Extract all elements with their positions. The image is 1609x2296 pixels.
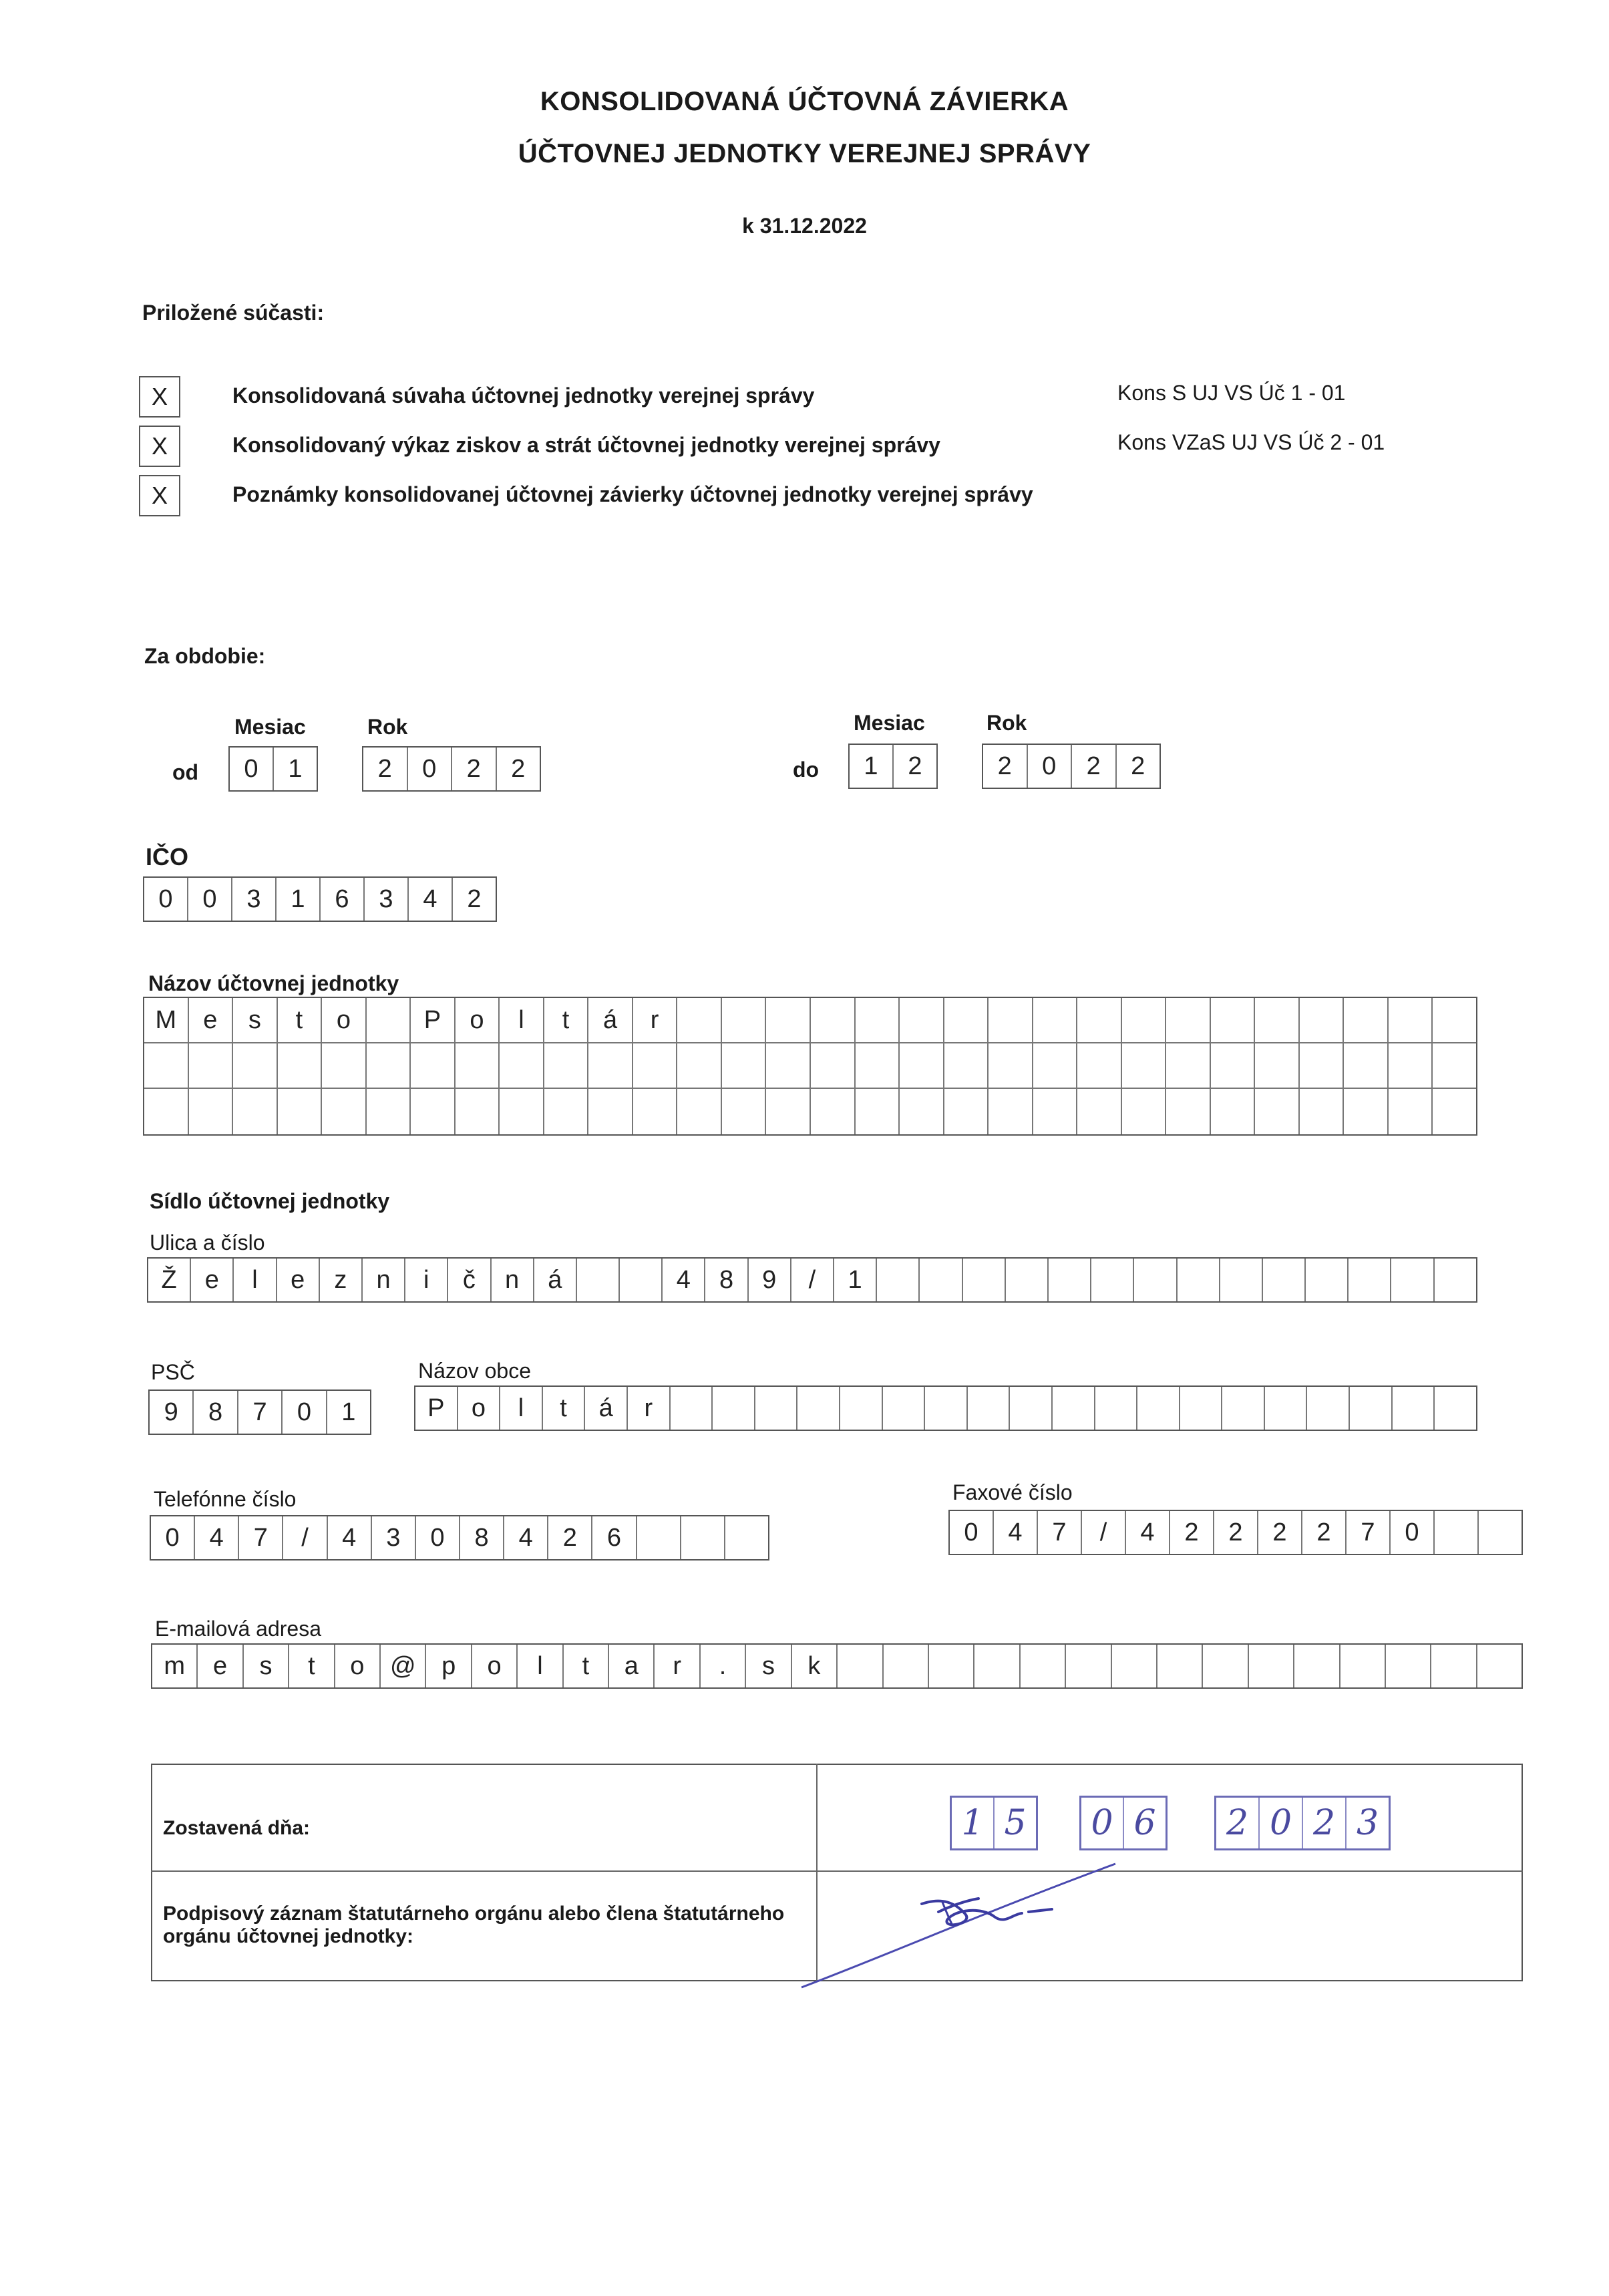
digit-cell: 0 xyxy=(1028,745,1073,788)
email-label: E-mailová adresa xyxy=(155,1617,321,1641)
handwritten-digit: 3 xyxy=(1356,1803,1379,1843)
char-cell: k xyxy=(792,1645,838,1687)
char-cell xyxy=(856,1089,900,1134)
char-cell xyxy=(1203,1645,1248,1687)
char-cell xyxy=(925,1387,968,1430)
char-cell xyxy=(637,1516,681,1559)
char-cell xyxy=(1479,1511,1522,1554)
period-label: Za obdobie: xyxy=(144,644,266,668)
char-cell: / xyxy=(791,1259,834,1301)
char-cell: s xyxy=(244,1645,289,1687)
char-cell xyxy=(722,1043,767,1088)
char-cell: i xyxy=(405,1259,448,1301)
char-cell: 2 xyxy=(1302,1511,1347,1554)
char-cell xyxy=(189,1043,234,1088)
digit-cell: 0 xyxy=(188,878,232,921)
char-cell xyxy=(811,1089,856,1134)
email-field[interactable] xyxy=(151,1643,1523,1689)
digit-cell: 6 xyxy=(321,878,365,921)
char-cell: t xyxy=(289,1645,335,1687)
char-cell xyxy=(1306,1259,1349,1301)
char-cell xyxy=(456,1043,500,1088)
char-cell: 2 xyxy=(1170,1511,1214,1554)
char-cell: s xyxy=(233,998,278,1042)
char-cell xyxy=(411,1043,456,1088)
char-cell xyxy=(1344,998,1389,1042)
char-cell xyxy=(189,1089,234,1134)
char-cell: P xyxy=(411,998,456,1042)
char-cell xyxy=(713,1387,755,1430)
char-cell xyxy=(920,1259,962,1301)
char-cell: 0 xyxy=(950,1511,994,1554)
char-cell: z xyxy=(320,1259,363,1301)
char-cell xyxy=(900,1089,944,1134)
char-cell xyxy=(1095,1387,1138,1430)
char-cell xyxy=(1340,1645,1386,1687)
char-cell: m xyxy=(152,1645,198,1687)
char-cell: s xyxy=(746,1645,791,1687)
char-cell: 2 xyxy=(1258,1511,1302,1554)
char-cell xyxy=(766,998,811,1042)
signature-mark xyxy=(788,1850,1135,1991)
char-cell xyxy=(811,1043,856,1088)
handwritten-digit: 0 xyxy=(1260,1798,1303,1848)
char-cell: o xyxy=(456,998,500,1042)
entity-name-row xyxy=(144,1043,1476,1089)
attachment-label-income-statement: Konsolidovaný výkaz ziskov a strát účtovnej jednotky verejnej správy xyxy=(232,433,940,457)
char-cell: r xyxy=(633,998,678,1042)
char-cell xyxy=(577,1259,620,1301)
compiled-month-field[interactable] xyxy=(1079,1796,1168,1850)
char-cell: 7 xyxy=(239,1516,283,1559)
char-cell xyxy=(900,1043,944,1088)
char-cell: @ xyxy=(381,1645,426,1687)
digit-cell: 0 xyxy=(283,1391,327,1434)
char-cell: t xyxy=(543,1387,586,1430)
char-cell xyxy=(1077,1089,1122,1134)
char-cell xyxy=(1122,1089,1167,1134)
digit-cell: 2 xyxy=(908,752,922,780)
entity-name-label: Názov účtovnej jednotky xyxy=(148,971,399,995)
char-cell xyxy=(1066,1645,1111,1687)
handwritten-digit: 1 xyxy=(952,1798,995,1848)
char-cell: M xyxy=(144,998,189,1042)
char-cell xyxy=(1433,1043,1476,1088)
char-cell xyxy=(1389,1043,1433,1088)
digit-cell: 1 xyxy=(277,878,321,921)
char-cell: č xyxy=(448,1259,491,1301)
char-cell xyxy=(1389,998,1433,1042)
char-cell xyxy=(900,998,944,1042)
digit-cell: 1 xyxy=(288,754,303,783)
char-cell: 4 xyxy=(994,1511,1038,1554)
char-cell: 4 xyxy=(1126,1511,1170,1554)
to-year-field[interactable] xyxy=(982,744,1161,789)
char-cell xyxy=(883,1387,926,1430)
char-cell xyxy=(588,1043,633,1088)
char-cell xyxy=(1389,1089,1433,1134)
char-cell: r xyxy=(655,1645,700,1687)
char-cell xyxy=(989,1089,1033,1134)
char-cell: 7 xyxy=(1347,1511,1391,1554)
digit-cell: 7 xyxy=(238,1391,283,1434)
attachment-label-notes: Poznámky konsolidovanej účtovnej závierky účtovnej jednotky verejnej správy xyxy=(232,482,1033,506)
char-cell xyxy=(1386,1645,1431,1687)
from-year-label: Rok xyxy=(367,715,408,739)
char-cell: e xyxy=(198,1645,243,1687)
digit-cell: 2 xyxy=(467,884,482,913)
entity-name-row xyxy=(144,998,1476,1043)
char-cell: l xyxy=(500,998,544,1042)
char-cell xyxy=(989,1043,1033,1088)
char-cell xyxy=(1122,1043,1167,1088)
char-cell: 9 xyxy=(749,1259,791,1301)
char-cell xyxy=(1393,1387,1435,1430)
address-section-label: Sídlo účtovnej jednotky xyxy=(150,1189,390,1213)
char-cell xyxy=(1265,1387,1308,1430)
char-cell xyxy=(233,1089,278,1134)
char-cell xyxy=(500,1043,544,1088)
to-year-label: Rok xyxy=(987,711,1027,735)
char-cell xyxy=(1350,1387,1393,1430)
char-cell xyxy=(725,1516,768,1559)
char-cell xyxy=(1477,1645,1522,1687)
char-cell xyxy=(1307,1387,1350,1430)
char-cell xyxy=(968,1387,1011,1430)
city-field[interactable] xyxy=(414,1385,1477,1431)
char-cell xyxy=(944,1043,989,1088)
handwritten-digit: 6 xyxy=(1133,1803,1156,1843)
char-cell xyxy=(677,1089,722,1134)
char-cell: t xyxy=(278,998,323,1042)
char-cell xyxy=(1220,1259,1263,1301)
digit-cell: 0 xyxy=(408,748,453,790)
city-label: Názov obce xyxy=(418,1359,531,1383)
char-cell: / xyxy=(1082,1511,1126,1554)
char-cell: e xyxy=(277,1259,320,1301)
attachment-code-balance-sheet: Kons S UJ VS Úč 1 - 01 xyxy=(1117,381,1346,405)
char-cell xyxy=(1433,1089,1476,1134)
char-cell xyxy=(1033,1089,1078,1134)
char-cell xyxy=(755,1387,798,1430)
attachment-checkbox-income-statement[interactable]: X xyxy=(139,426,180,467)
phone-label: Telefónne číslo xyxy=(154,1487,297,1511)
char-cell: Ž xyxy=(148,1259,191,1301)
char-cell xyxy=(322,1089,367,1134)
street-field[interactable] xyxy=(147,1257,1477,1303)
char-cell xyxy=(838,1645,883,1687)
char-cell xyxy=(1091,1259,1134,1301)
char-cell: 8 xyxy=(705,1259,748,1301)
char-cell xyxy=(367,1089,411,1134)
digit-cell: 0 xyxy=(144,878,188,921)
digit-cell: 1 xyxy=(850,745,894,788)
char-cell xyxy=(989,998,1033,1042)
char-cell xyxy=(367,998,411,1042)
char-cell xyxy=(797,1387,840,1430)
psc-label: PSČ xyxy=(151,1360,195,1384)
digit-cell: 2 xyxy=(452,748,497,790)
char-cell xyxy=(811,998,856,1042)
char-cell xyxy=(411,1089,456,1134)
char-cell xyxy=(1166,1089,1211,1134)
char-cell xyxy=(1122,998,1167,1042)
from-label: od xyxy=(172,760,199,784)
char-cell xyxy=(722,998,767,1042)
char-cell xyxy=(681,1516,725,1559)
char-cell xyxy=(1053,1387,1095,1430)
char-cell: 4 xyxy=(663,1259,705,1301)
digit-cell: 2 xyxy=(363,748,408,790)
char-cell: l xyxy=(500,1387,543,1430)
char-cell xyxy=(1433,998,1476,1042)
char-cell xyxy=(944,1089,989,1134)
char-cell xyxy=(929,1645,974,1687)
ico-field[interactable] xyxy=(143,876,497,922)
char-cell xyxy=(367,1043,411,1088)
digit-cell: 8 xyxy=(194,1391,238,1434)
fax-label: Faxové číslo xyxy=(952,1480,1073,1504)
char-cell: 4 xyxy=(504,1516,548,1559)
char-cell xyxy=(144,1043,189,1088)
document-title: KONSOLIDOVANÁ ÚČTOVNÁ ZÁVIERKA xyxy=(540,87,1069,116)
digit-cell: 2 xyxy=(1131,752,1145,780)
char-cell xyxy=(1435,1511,1479,1554)
char-cell xyxy=(963,1259,1006,1301)
char-cell: 0 xyxy=(151,1516,195,1559)
handwritten-digit: 5 xyxy=(1004,1803,1027,1843)
char-cell xyxy=(1391,1259,1434,1301)
char-cell xyxy=(633,1089,678,1134)
char-cell xyxy=(1222,1387,1265,1430)
char-cell: 3 xyxy=(372,1516,416,1559)
char-cell xyxy=(1211,998,1256,1042)
char-cell xyxy=(322,1043,367,1088)
char-cell: 2 xyxy=(1214,1511,1258,1554)
char-cell: t xyxy=(544,998,589,1042)
char-cell xyxy=(1134,1259,1177,1301)
char-cell xyxy=(1263,1259,1306,1301)
char-cell xyxy=(884,1645,929,1687)
compiled-year-field[interactable] xyxy=(1214,1796,1391,1850)
attachment-checkbox-notes[interactable]: X xyxy=(139,475,180,516)
char-cell xyxy=(1033,998,1078,1042)
char-cell: á xyxy=(585,1387,628,1430)
char-cell xyxy=(1077,998,1122,1042)
char-cell: o xyxy=(458,1387,501,1430)
digit-cell: 2 xyxy=(983,745,1028,788)
char-cell xyxy=(1180,1387,1223,1430)
char-cell xyxy=(1294,1645,1340,1687)
handwritten-digit: 0 xyxy=(1081,1798,1124,1848)
char-cell xyxy=(1166,1043,1211,1088)
char-cell: 1 xyxy=(834,1259,877,1301)
attachments-label: Priložené súčasti: xyxy=(142,301,325,325)
char-cell xyxy=(1006,1259,1049,1301)
char-cell: 6 xyxy=(592,1516,637,1559)
digit-cell: 4 xyxy=(409,878,453,921)
char-cell xyxy=(1166,998,1211,1042)
fax-field[interactable] xyxy=(948,1510,1523,1555)
char-cell: 7 xyxy=(1038,1511,1082,1554)
digit-cell: 3 xyxy=(232,878,277,921)
compiled-day-field[interactable] xyxy=(950,1796,1038,1850)
char-cell xyxy=(1010,1387,1053,1430)
char-cell xyxy=(1049,1259,1091,1301)
char-cell: 0 xyxy=(416,1516,460,1559)
attachment-checkbox-balance-sheet[interactable]: X xyxy=(139,376,180,418)
char-cell xyxy=(1033,1043,1078,1088)
char-cell xyxy=(1255,1043,1300,1088)
char-cell xyxy=(1211,1089,1256,1134)
char-cell: o xyxy=(472,1645,518,1687)
digit-cell: 3 xyxy=(365,878,409,921)
report-date: k 31.12.2022 xyxy=(742,214,867,238)
char-cell xyxy=(766,1089,811,1134)
char-cell xyxy=(1255,1089,1300,1134)
char-cell: r xyxy=(628,1387,671,1430)
char-cell xyxy=(1300,1043,1345,1088)
char-cell xyxy=(1435,1259,1476,1301)
char-cell xyxy=(677,998,722,1042)
digit-cell: 0 xyxy=(230,748,274,790)
from-year-field[interactable] xyxy=(362,746,541,792)
char-cell xyxy=(840,1387,883,1430)
char-cell: á xyxy=(588,998,633,1042)
char-cell xyxy=(877,1259,920,1301)
char-cell xyxy=(974,1645,1020,1687)
attachment-code-income-statement: Kons VZaS UJ VS Úč 2 - 01 xyxy=(1117,430,1385,454)
char-cell: n xyxy=(492,1259,534,1301)
char-cell: n xyxy=(363,1259,405,1301)
char-cell: / xyxy=(283,1516,327,1559)
char-cell xyxy=(1300,1089,1345,1134)
char-cell xyxy=(633,1043,678,1088)
signature-label: Podpisový záznam štatutárneho orgánu alebo člena štatutárneho orgánu účtovnej jednotky: xyxy=(163,1903,785,1947)
compiled-date-label: Zostavená dňa: xyxy=(163,1817,311,1839)
char-cell xyxy=(1431,1645,1477,1687)
char-cell xyxy=(856,998,900,1042)
handwritten-digit: 2 xyxy=(1303,1798,1347,1848)
char-cell xyxy=(278,1089,323,1134)
char-cell: . xyxy=(701,1645,746,1687)
char-cell xyxy=(856,1043,900,1088)
char-cell xyxy=(1157,1645,1203,1687)
psc-field[interactable] xyxy=(148,1389,371,1435)
char-cell xyxy=(766,1043,811,1088)
char-cell: t xyxy=(564,1645,609,1687)
char-cell: e xyxy=(189,998,234,1042)
digit-cell: 2 xyxy=(1072,745,1117,788)
char-cell xyxy=(456,1089,500,1134)
char-cell xyxy=(278,1043,323,1088)
to-month-field[interactable] xyxy=(848,744,938,789)
char-cell xyxy=(677,1043,722,1088)
attachment-label-balance-sheet: Konsolidovaná súvaha účtovnej jednotky verejnej správy xyxy=(232,383,815,407)
char-cell: 4 xyxy=(195,1516,239,1559)
handwritten-digit: 2 xyxy=(1216,1798,1260,1848)
char-cell: l xyxy=(518,1645,563,1687)
char-cell: 2 xyxy=(548,1516,592,1559)
char-cell xyxy=(544,1043,589,1088)
digit-cell: 1 xyxy=(341,1398,356,1426)
entity-name-field[interactable] xyxy=(143,997,1477,1136)
from-month-field[interactable] xyxy=(228,746,318,792)
char-cell xyxy=(620,1259,663,1301)
char-cell: 4 xyxy=(328,1516,372,1559)
char-cell xyxy=(1255,998,1300,1042)
char-cell xyxy=(1249,1645,1294,1687)
char-cell xyxy=(1344,1089,1389,1134)
char-cell xyxy=(588,1089,633,1134)
char-cell xyxy=(944,998,989,1042)
from-month-label: Mesiac xyxy=(234,715,306,739)
char-cell: o xyxy=(322,998,367,1042)
char-cell: p xyxy=(426,1645,472,1687)
char-cell xyxy=(1435,1387,1476,1430)
char-cell xyxy=(144,1089,189,1134)
char-cell xyxy=(1021,1645,1066,1687)
street-label: Ulica a číslo xyxy=(150,1231,265,1255)
char-cell xyxy=(1300,998,1345,1042)
char-cell: á xyxy=(534,1259,577,1301)
char-cell xyxy=(1349,1259,1391,1301)
char-cell: 0 xyxy=(1391,1511,1435,1554)
digit-cell: 9 xyxy=(150,1391,194,1434)
char-cell xyxy=(1112,1645,1157,1687)
char-cell: P xyxy=(415,1387,458,1430)
char-cell: e xyxy=(191,1259,234,1301)
char-cell: 8 xyxy=(460,1516,504,1559)
char-cell xyxy=(1344,1043,1389,1088)
char-cell xyxy=(544,1089,589,1134)
char-cell: a xyxy=(609,1645,655,1687)
document-subtitle: ÚČTOVNEJ JEDNOTKY VEREJNEJ SPRÁVY xyxy=(518,139,1091,168)
char-cell xyxy=(1137,1387,1180,1430)
char-cell xyxy=(722,1089,767,1134)
char-cell xyxy=(233,1043,278,1088)
char-cell: o xyxy=(335,1645,381,1687)
to-month-label: Mesiac xyxy=(854,711,925,735)
ico-label: IČO xyxy=(146,843,189,870)
phone-field[interactable] xyxy=(150,1515,769,1561)
digit-cell: 2 xyxy=(511,754,526,783)
char-cell xyxy=(1211,1043,1256,1088)
char-cell xyxy=(1178,1259,1220,1301)
char-cell: l xyxy=(234,1259,277,1301)
to-label: do xyxy=(793,758,820,782)
char-cell xyxy=(671,1387,713,1430)
char-cell xyxy=(1077,1043,1122,1088)
entity-name-row xyxy=(144,1089,1476,1134)
char-cell xyxy=(500,1089,544,1134)
